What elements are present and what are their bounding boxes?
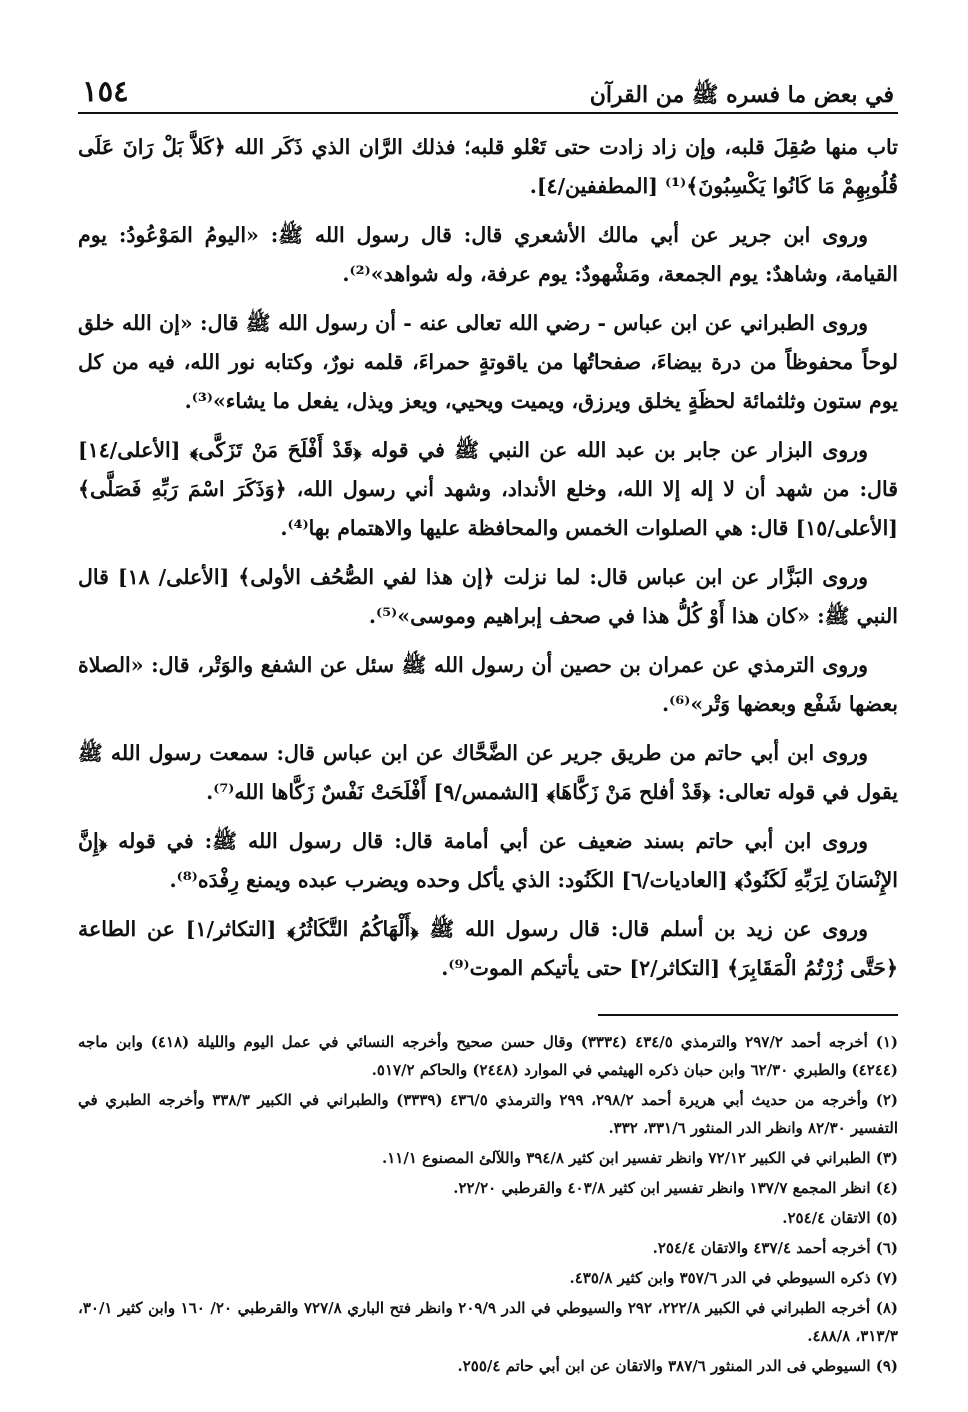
page-number: ١٥٤ [82,74,129,108]
footnote-6: (٦) أخرجه أحمد ٤٣٧/٤ والاتقان ٢٥٤/٤. [652,1239,898,1257]
footnote-3: (٣) الطبراني في الكبير ٧٢/١٢ وانظر تفسير ابن كثير ٣٩٤/٨ واللآلئ المصنوع ١١/١. [382,1149,898,1167]
paragraph-5: وروى البَزَّار عن ابن عباس قال: لما نزلت ﴿إن هذا لفي الصُّحُف الأولى﴾ [الأعلى/ ١٨] قال النبي ﷺ: «كان هذا أَوْ كُلُّ هذا في صحف إبراهيم وموسى»⁽⁵⁾. [78,565,898,628]
paragraph-7: وروى ابن أبي حاتم من طريق جرير عن الضَّحَّاك عن ابن عباس قال: سمعت رسول الله ﷺ يقول في قوله تعالى: ﴿قَدْ أفلح مَنْ زَكَّاهَا﴾ [الشمس/٩] أَفْلَحَتْ نَفْسٌ زَكَّاها الله⁽⁷⁾. [78,741,898,804]
footnote-7: (٧) ذكره السيوطي في الدر ٣٥٧/٦ وابن كثير ٤٣٥/٨. [569,1269,898,1287]
footnote-1: (١) أخرجه أحمد ٢٩٧/٢ والترمذي ٤٣٤/٥ (٣٣٣٤) وقال حسن صحيح وأخرجه النسائي في عمل اليوم والليلة (٤١٨) وابن ماجه (٤٢٤٤) والطبري ٦٢/٣٠ وابن حبان ذكره الهيثمي في الموارد (٢٤٤٨) والحاكم ٥١٧/٢. [78,1033,898,1079]
paragraph-2: وروى ابن جرير عن أبي مالك الأشعري قال: قال رسول الله ﷺ: «اليومُ المَوْعُودُ: يوم القيامة، وشاهدٌ: يوم الجمعة، ومَشْهودٌ: يوم عرفة، وله شواهد»⁽²⁾. [78,223,898,286]
running-title: في بعض ما فسره ﷺ من القرآن [589,82,894,108]
footnote-9: (٩) السيوطي فى الدر المنثور ٣٨٧/٦ والاتقان عن ابن أبي حاتم ٢٥٥/٤. [457,1357,898,1375]
footnote-divider [598,1014,898,1016]
footnote-4: (٤) انظر المجمع ١٣٧/٧ وانظر تفسير ابن كثير ٤٠٣/٨ والقرطبي ٢٢/٢٠. [453,1179,898,1197]
main-text [78,128,898,988]
paragraph-3: وروى الطبراني عن ابن عباس - رضي الله تعالى عنه - أن رسول الله ﷺ قال: «إن الله خلق لوحاً محفوظاً من درة بيضاءَ، صفحاتُها من ياقوتةٍ حمراءَ، قلمه نورٌ، وكتابه نور الله، فيه من كل يوم ستون وثلثمائة لحظَةٍ يخلق ويرزق، ويميت ويحيي، ويعز ويذل، يفعل ما يشاء»⁽³⁾. [78,311,898,413]
book-page [78,64,898,1382]
paragraph-9: وروى عن زيد بن أسلم قال: قال رسول الله ﷺ ﴿أَلْهَاكُمُ التَّكَاثُرُ﴾ [التكاثر/١] عن الطاعة ﴿حَتَّى زُرْتُمُ الْمَقَابِرَ﴾ [التكاثر/٢] حتى يأتيكم الموت⁽⁹⁾. [78,917,898,980]
footnote-2: (٢) وأخرجه من حديث أبي هريرة أحمد ٢٩٨/٢، ٢٩٩ والترمذي ٤٣٦/٥ (٣٣٣٩) والطبراني في الكبير ٣٣٨/٣ وأخرجه الطبري في التفسير ٨٢/٣٠ وانظر الدر المنثور ٣٣١/٦، ٣٣٢. [78,1091,898,1137]
footnote-8: (٨) أخرجه الطبراني في الكبير ٢٢٢/٨، ٢٩٢ والسيوطي في الدر ٢٠٩/٩ وانظر فتح الباري ٧٢٧/٨ والقرطبي ٢٠/ ١٦٠ وابن كثير ٣٠/١، ٣١٣/٣، ٤٨٨/٨. [78,1299,898,1345]
paragraph-8: وروى ابن أبي حاتم بسند ضعيف عن أبي أمامة قال: قال رسول الله ﷺ: في قوله ﴿إِنَّ الإِنْسَانَ لِرَبِّهِ لَكَنُودٌ﴾ [العاديات/٦] الكَنُود: الذي يأكل وحده ويضرب عبده ويمنع رِفْدَه⁽⁸⁾. [78,829,898,892]
paragraph-4: وروى البزار عن جابر بن عبد الله عن النبي ﷺ في قوله ﴿قَدْ أَفْلَحَ مَنْ تَزَكَّى﴾ [الأعلى/١٤] قال: من شهد أن لا إله إلا الله، وخلع الأنداد، وشهد أني رسول الله، ﴿وَذَكَرَ اسْمَ رَبِّهِ فَصَلَّى﴾ [الأعلى/١٥] قال: هي الصلوات الخمس والمحافظة عليها والاهتمام بها⁽⁴⁾. [78,438,898,540]
page-header [78,64,898,114]
footnotes [78,1028,898,1380]
paragraph-6: وروى الترمذي عن عمران بن حصين أن رسول الله ﷺ سئل عن الشفع والوَتْر، قال: «الصلاة بعضها شَفْع وبعضها وَتْر»⁽⁶⁾. [78,653,898,716]
footnote-5: (٥) الاتقان ٢٥٤/٤. [782,1209,898,1227]
paragraph-1: تاب منها صُقِلَ قلبه، وإن زاد زادت حتى تَعْلو قلبه؛ فذلك الرَّان الذي ذَكَر الله ﴿كَلاَّ بَلْ رَانَ عَلَى قُلُوبِهِمْ مَا كَانُوا يَكْسِبُونَ﴾⁽¹⁾ [المطففين/٤]. [78,135,898,198]
